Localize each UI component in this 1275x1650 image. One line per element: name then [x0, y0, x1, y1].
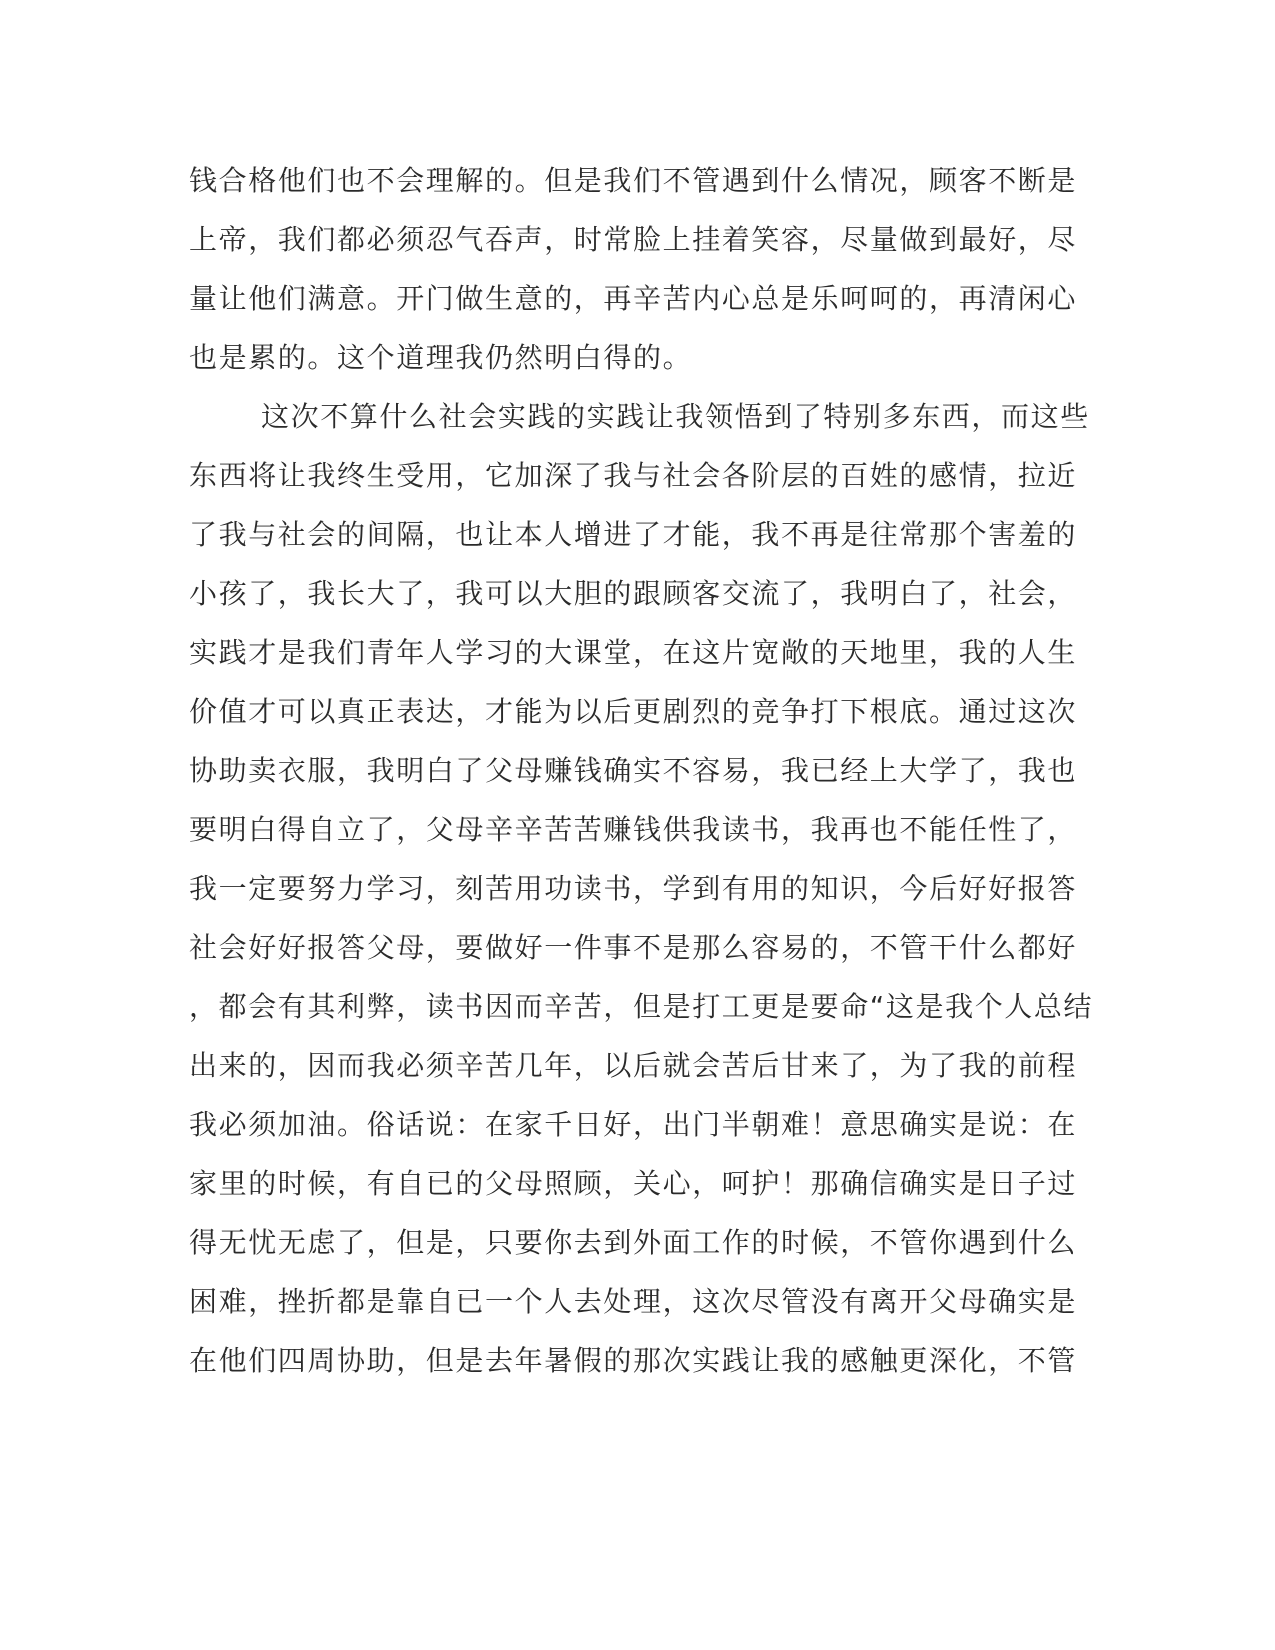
- paragraph-first-line: 这次不算什么社会实践的实践让我领悟到了特别多东西，而这些: [261, 400, 1090, 433]
- text-line: 东西将让我终生受用，它加深了我与社会各阶层的百姓的感情，拉近: [189, 459, 1078, 492]
- text-line: 了我与社会的间隔，也让本人增进了才能，我不再是往常那个害羞的: [189, 518, 1078, 551]
- text-line: 协助卖衣服，我明白了父母赚钱确实不容易，我已经上大学了，我也: [189, 754, 1078, 787]
- text-line: 在他们四周协助，但是去年暑假的那次实践让我的感触更深化，不管: [189, 1344, 1078, 1377]
- text-line: 出来的，因而我必须辛苦几年，以后就会苦后甘来了，为了我的前程: [189, 1049, 1078, 1082]
- text-line: 小孩了，我长大了，我可以大胆的跟顾客交流了，我明白了，社会，: [189, 577, 1078, 610]
- text-line: 实践才是我们青年人学习的大课堂，在这片宽敞的天地里，我的人生: [189, 636, 1078, 669]
- text-line: 家里的时候，有自已的父母照顾，关心，呵护！那确信确实是日子过: [189, 1167, 1078, 1200]
- text-line: 得无忧无虑了，但是，只要你去到外面工作的时候，不管你遇到什么: [189, 1226, 1078, 1259]
- text-line: 困难，挫折都是靠自已一个人去处理，这次尽管没有离开父母确实是: [189, 1285, 1078, 1318]
- text-line: 我必须加油。俗话说：在家千日好，出门半朝难！意思确实是说：在: [189, 1108, 1078, 1141]
- text-line: 钱合格他们也不会理解的。但是我们不管遇到什么情况，顾客不断是: [189, 164, 1078, 197]
- text-line: 价值才可以真正表达，才能为以后更剧烈的竞争打下根底。通过这次: [189, 695, 1078, 728]
- text-line: 我一定要努力学习，刻苦用功读书，学到有用的知识，今后好好报答: [189, 872, 1078, 905]
- text-line: 量让他们满意。开门做生意的，再辛苦内心总是乐呵呵的，再清闲心: [189, 282, 1078, 315]
- text-line: 也是累的。这个道理我仍然明白得的。: [189, 341, 693, 374]
- text-line: ，都会有其利弊，读书因而辛苦，但是打工更是要命“这是我个人总结: [189, 990, 1094, 1023]
- text-line: 要明白得自立了，父母辛辛苦苦赚钱供我读书，我再也不能任性了，: [189, 813, 1078, 846]
- text-line: 上帝，我们都必须忍气吞声，时常脸上挂着笑容，尽量做到最好，尽: [189, 223, 1078, 256]
- text-line: 社会好好报答父母，要做好一件事不是那么容易的，不管干什么都好: [189, 931, 1078, 964]
